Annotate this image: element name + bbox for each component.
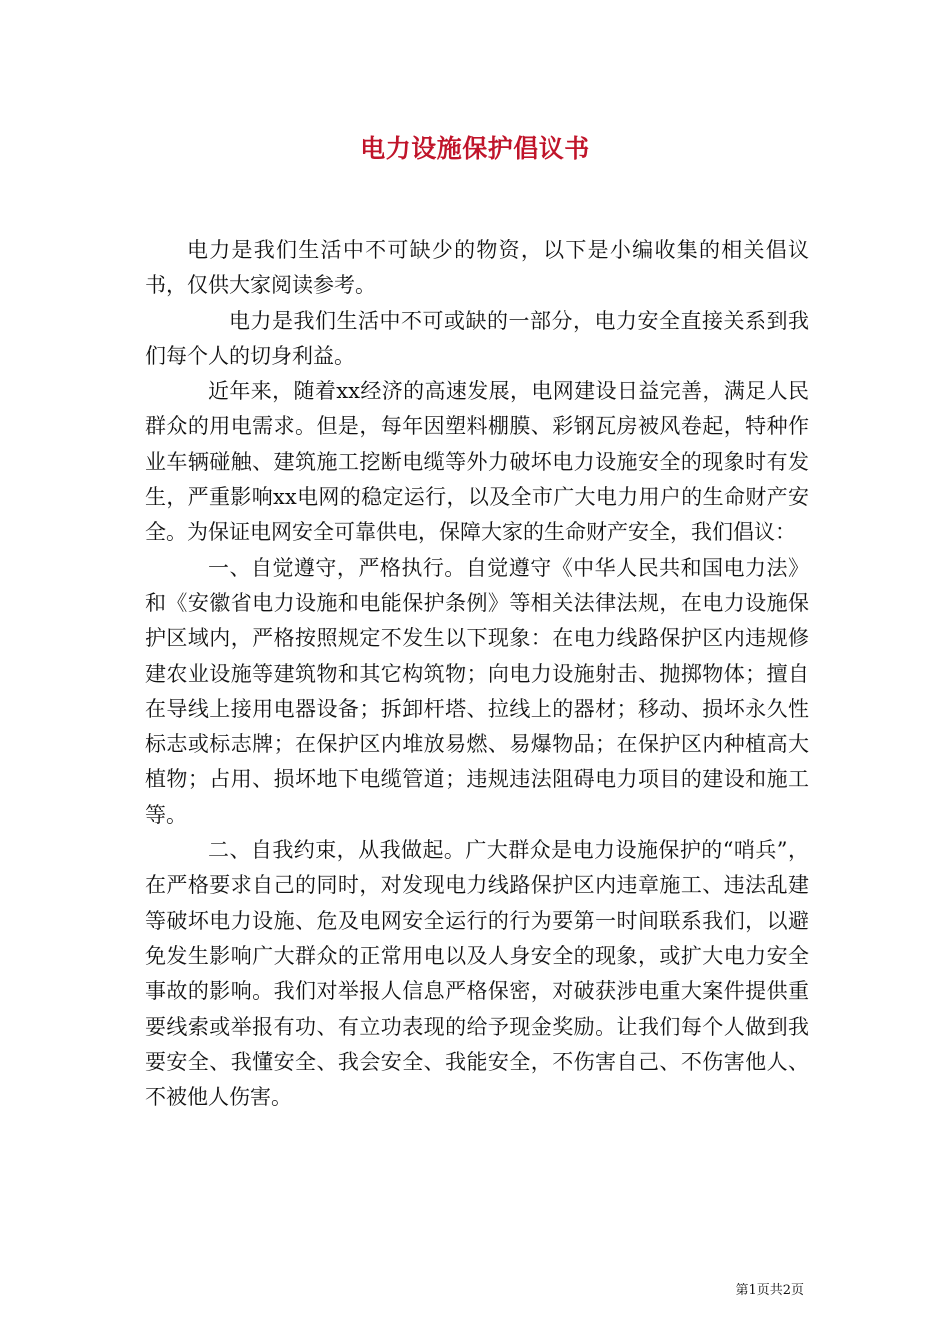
paragraph-lead: 电力是我们生活中不可或缺的一部分，电力安全直接关系到我们每个人的切身利益。: [145, 308, 809, 368]
document-body: [145, 233, 809, 1115]
paragraph-intro: 电力是我们生活中不可缺少的物资，以下是小编收集的相关倡议书，仅供大家阅读参考。: [145, 238, 809, 298]
paragraph-point-two: 二、自我约束，从我做起。广大群众是电力设施保护的“哨兵”，在严格要求自己的同时，对发现电力线路保护区内违章施工、违法乱建等破坏电力设施、危及电网安全运行的行为要第一时间联系我们，以避免发生影响广大群众的正常用电以及人身安全的现象，或扩大电力安全事故的影响。我们对举报人信息严格保密，对破获涉电重大案件提供重要线索或举报有功、有立功表现的给予现金奖励。让我们每个人做到我要安全、我懂安全、我会安全、我能安全，不伤害自己、不伤害他人、不被他人伤害。: [145, 838, 809, 1110]
document-title: 电力设施保护倡议书: [360, 134, 590, 163]
page-number: 第1页共2页: [735, 1283, 804, 1298]
paragraph-background: 近年来，随着xx经济的高速发展，电网建设日益完善，满足人民群众的用电需求。但是，每年因塑料棚膜、彩钢瓦房被风卷起，特种作业车辆碰触、建筑施工挖断电缆等外力破坏电力设施安全的现象时有发生，严重影响xx电网的稳定运行，以及全市广大电力用户的生命财产安全。为保证电网安全可靠供电，保障大家的生命财产安全，我们倡议：: [145, 379, 809, 545]
paragraph-point-one: 一、自觉遵守，严格执行。自觉遵守《中华人民共和国电力法》和《安徽省电力设施和电能保护条例》等相关法律法规，在电力设施保护区域内，严格按照规定不发生以下现象：在电力线路保护区内违规修建农业设施等建筑物和其它构筑物；向电力设施射击、抛掷物体；擅自在导线上接用电器设备；拆卸杆塔、拉线上的器材；移动、损坏永久性标志或标志牌；在保护区内堆放易燃、易爆物品；在保护区内种植高大植物；占用、损坏地下电缆管道；违规违法阻碍电力项目的建设和施工等。: [145, 555, 809, 827]
